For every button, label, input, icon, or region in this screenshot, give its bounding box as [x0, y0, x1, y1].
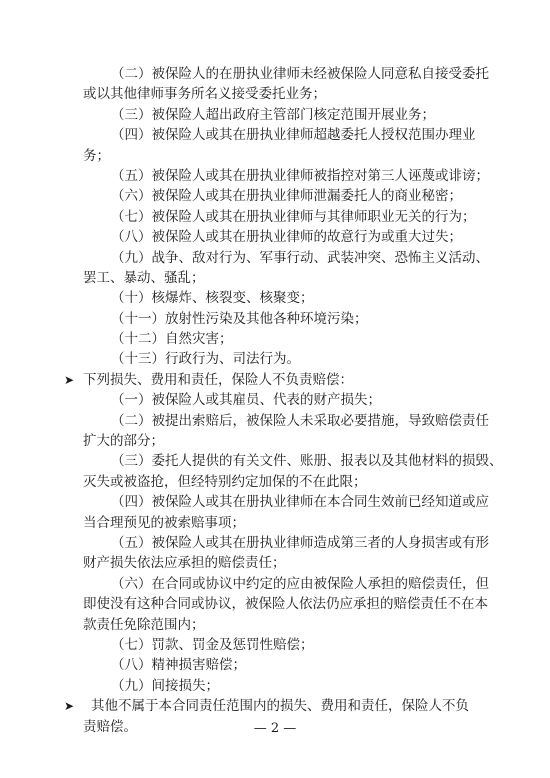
text-line: 财产损失依法应承担的赔偿责任；: [83, 555, 286, 572]
bullet-paragraph: [64, 370, 483, 390]
text-line: 即使没有这种合同或协议，被保险人依法仍应承担的赔偿责任不在本: [83, 596, 488, 613]
arrow-bullet-icon: ➤: [64, 372, 75, 387]
text-line: （八）被保险人或其在册执业律师的故意行为或重大过失；: [111, 229, 462, 246]
text-line: （七）罚款、罚金及惩罚性赔偿；: [111, 636, 314, 653]
text-line: 务；: [83, 147, 110, 164]
text-line: （七）被保险人或其在册执业律师与其律师职业无关的行为；: [111, 208, 476, 225]
text-line: 当合理预见的被索赔事项；: [83, 514, 245, 531]
document-body: [64, 64, 503, 737]
text-line: （四）被保险人或其在册执业律师超越委托人授权范围办理业: [111, 127, 476, 144]
page-number: — 2 —: [253, 721, 297, 736]
text-line: （二）被提出索赔后，被保险人未采取必要措施，导致赔偿责任: [111, 412, 489, 429]
text-line: 或以其他律师事务所名义接受委托业务；: [83, 86, 326, 103]
text-line: 其他不属于本合同责任范围内的损失、费用和责任，保险人不负: [91, 698, 469, 715]
text-line: 下列损失、费用和责任，保险人不负责赔偿：: [83, 371, 353, 388]
text-line: （五）被保险人或其在册执业律师被指控对第三人诬蔑或诽谤；: [111, 167, 489, 184]
text-line: （五）被保险人或其在册执业律师造成第三者的人身损害或有形: [111, 534, 489, 551]
text-line: 罢工、暴动、骚乱；: [83, 269, 205, 286]
text-line: （一）被保险人或其雇员、代表的财产损失；: [111, 392, 381, 409]
text-line: （二）被保险人的在册执业律师未经被保险人同意私自接受委托: [111, 66, 489, 82]
text-line: （八）精神损害赔偿；: [111, 657, 246, 674]
arrow-bullet-icon: ➤: [64, 699, 75, 714]
text-line: （六）被保险人或其在册执业律师泄漏委托人的商业秘密；: [111, 188, 462, 205]
text-line: （六）在合同或协议中约定的应由被保险人承担的赔偿责任，但: [111, 575, 489, 592]
text-line: （九）战争、敌对行为、军事行动、武装冲突、恐怖主义活动、: [111, 249, 489, 266]
text-line: （三）被保险人超出政府主管部门核定范围开展业务；: [111, 106, 435, 123]
text-line: 灭失或被盗抢，但经特别约定加保的不在此限；: [83, 473, 367, 490]
text-line: （四）被保险人或其在册执业律师在本合同生效前已经知道或应: [111, 494, 489, 511]
text-line: （十二）自然灾害；: [111, 331, 233, 348]
text-line: （十一）放射性污染及其他各种环境污染；: [111, 310, 368, 327]
text-line: 扩大的部分；: [83, 433, 164, 450]
text-line: （九）间接损失；: [111, 677, 219, 694]
text-line: （三）委托人提供的有关文件、账册、报表以及其他材料的损毁、: [111, 453, 503, 470]
text-line: 责赔偿。: [83, 718, 137, 735]
text-line: 款责任免除范围内；: [83, 616, 205, 633]
bullet-paragraph: [64, 696, 483, 716]
text-line: （十三）行政行为、司法行为。: [111, 351, 300, 368]
text-line: （十）核爆炸、核裂变、核聚变；: [111, 290, 314, 307]
